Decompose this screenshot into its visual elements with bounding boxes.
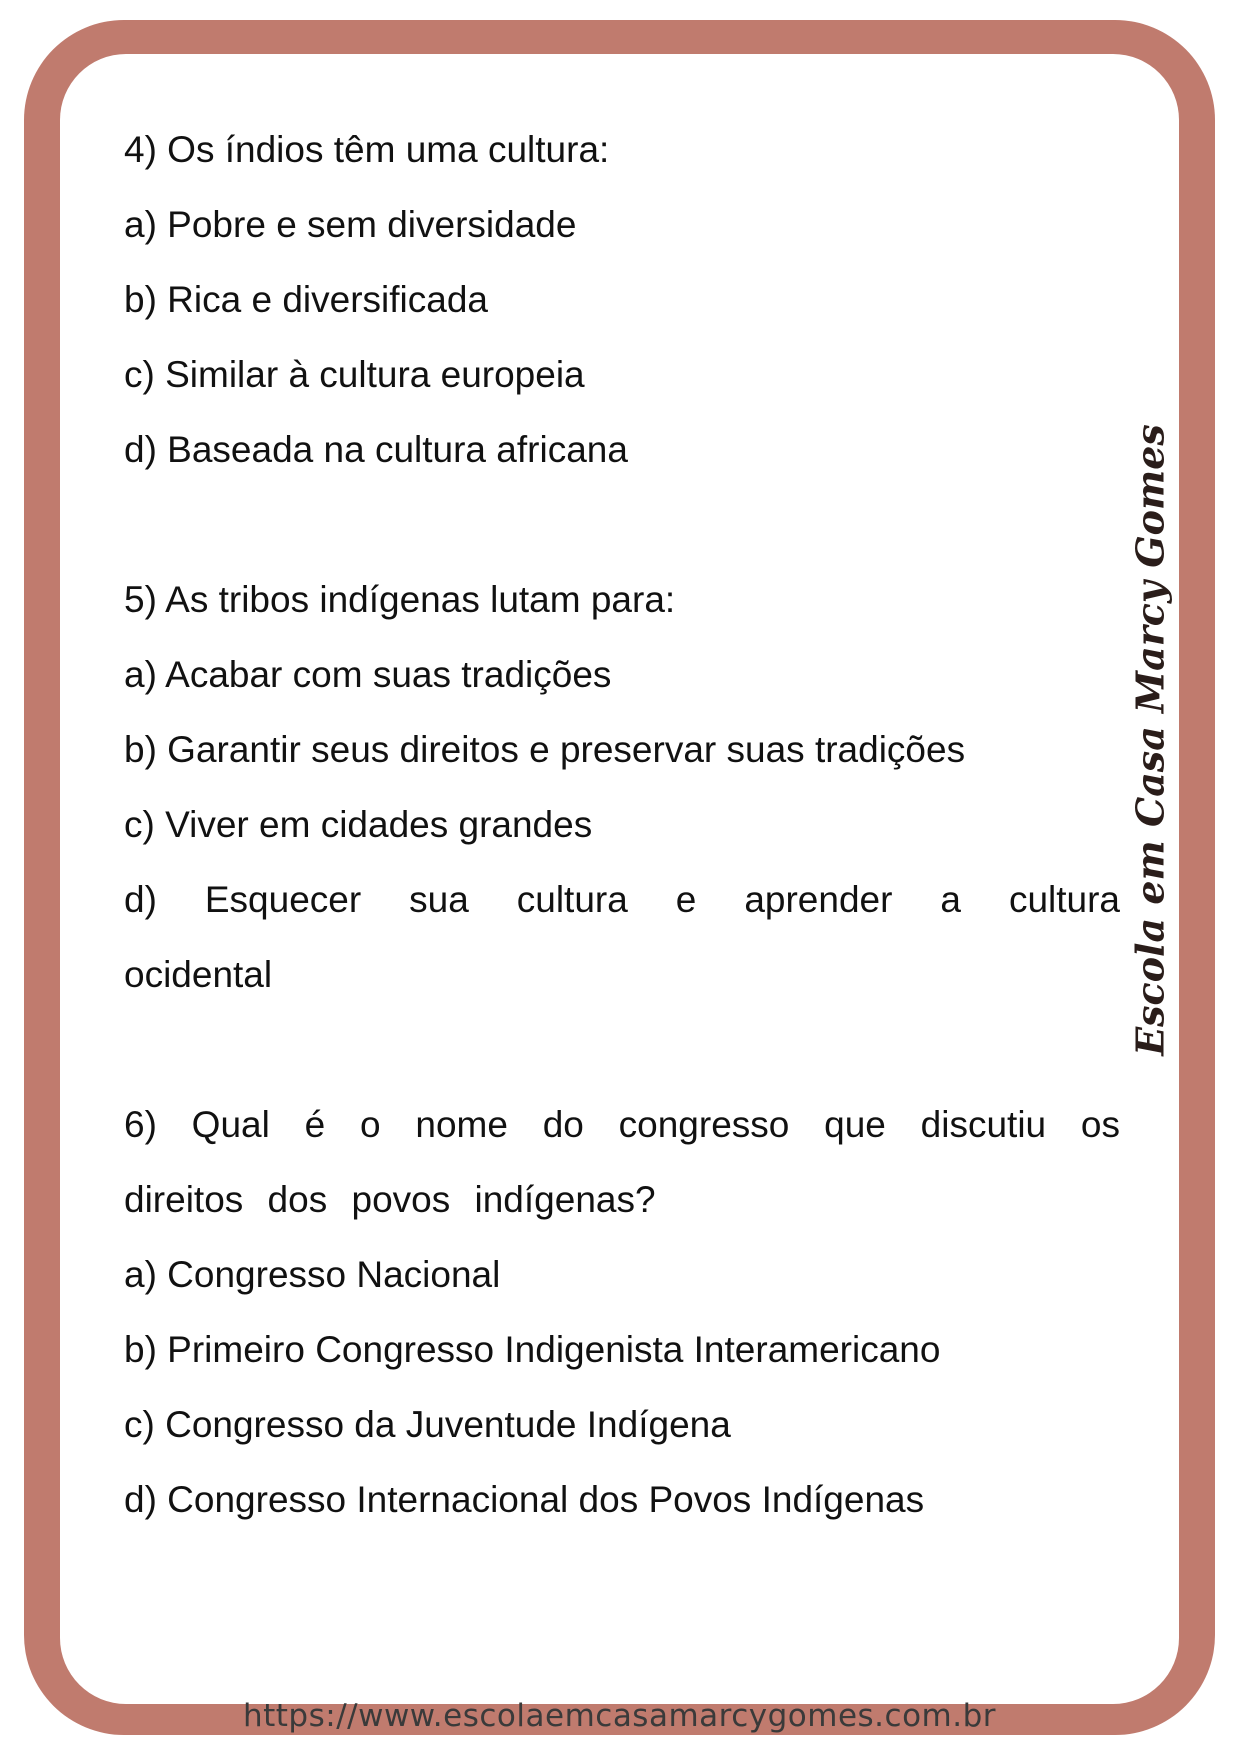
option-c: c) Congresso da Juventude Indígena [124, 1404, 731, 1445]
spacer [124, 1012, 1120, 1087]
worksheet-content [124, 112, 1120, 1537]
option-b: b) Garantir seus direitos e preservar suas tradições [124, 729, 966, 770]
option-d: d) Esquecer sua cultura e aprender a cultura ocidental [124, 879, 1120, 995]
option-a: a) Acabar com suas tradições [124, 654, 612, 695]
school-watermark-label: Escola em Casa Marcy Gomes [1127, 424, 1173, 1056]
question-block-5 [124, 562, 1120, 1012]
footer-url[interactable]: https://www.escolaemcasamarcygomes.com.br [242, 1698, 997, 1734]
option-b: b) Rica e diversificada [124, 279, 488, 320]
option-a: a) Pobre e sem diversidade [124, 204, 577, 245]
option-b: b) Primeiro Congresso Indigenista Interamericano [124, 1329, 941, 1370]
spacer [124, 487, 1120, 562]
question-block-4 [124, 112, 1120, 487]
option-a: a) Congresso Nacional [124, 1254, 501, 1295]
option-c: c) Viver em cidades grandes [124, 804, 593, 845]
question-block-6 [124, 1087, 1120, 1537]
option-d: d) Baseada na cultura africana [124, 429, 628, 470]
option-d: d) Congresso Internacional dos Povos Indígenas [124, 1479, 925, 1520]
option-c: c) Similar à cultura europeia [124, 354, 585, 395]
question-prompt: 5) As tribos indígenas lutam para: [124, 579, 676, 620]
question-prompt: 6) Qual é o nome do congresso que discutiu os direitos dos povos indígenas? [124, 1104, 1120, 1220]
question-prompt: 4) Os índios têm uma cultura: [124, 129, 610, 170]
